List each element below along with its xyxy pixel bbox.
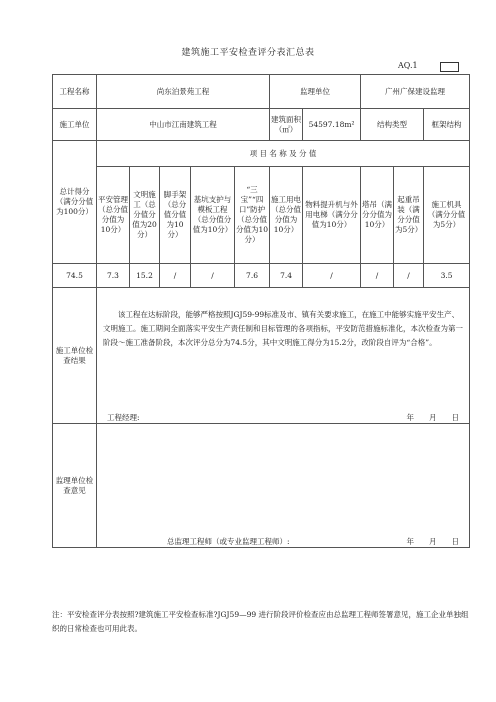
supervision-unit-label: 监理单位	[270, 75, 361, 109]
item-score: 7.4	[270, 264, 303, 288]
item-score: 3.5	[424, 264, 470, 288]
supervision-opinion-cell	[97, 424, 470, 548]
summary-table	[52, 74, 470, 548]
item-label: “三宝”“四口”防护（总分值分值为10分）	[235, 167, 270, 264]
item-score: /	[394, 264, 424, 288]
item-score: /	[361, 264, 394, 288]
item-score: 7.6	[235, 264, 270, 288]
project-name-label: 工程名称	[53, 75, 97, 109]
item-header: 项 目 名 称 及 分 值	[97, 141, 470, 167]
item-label: 脚手架（总分值分值为10分）	[160, 167, 191, 264]
document-title: 建筑施工平安检查评分表汇总表	[181, 48, 315, 58]
item-label: 物料提升机与外用电梯（满分分值为10分）	[303, 167, 361, 264]
construction-check-result-cell	[97, 288, 470, 424]
item-label: 施工用电（总分值分值为10分）	[270, 167, 303, 264]
area-value: 54597.18m²	[303, 109, 361, 141]
supervision-unit: 广州广保建设监理	[361, 75, 470, 109]
form-code: AQ.1	[398, 61, 418, 70]
project-name: 尚东泊景苑工程	[97, 75, 270, 109]
item-score: /	[303, 264, 361, 288]
structure-type: 框架结构	[424, 109, 470, 141]
check-result-text: 该工程在达标阶段，能够严格按照JGJ59-99标准及市、镇有关要求施工，在施工中能够实施平安生产、文明施工。施工期间全面落实平安生产责任制和目标管理的各项指标，平安防范措施标准化，本次检查为第一阶段～施工准备阶段，本次评分总分为74.5分，其中文明施工得分为15.2分，改阶段自评为“合格”。	[103, 310, 463, 347]
item-label: 起重吊装（满分分值为5分）	[394, 167, 424, 264]
construction-check-result-label: 施工单位检查结果	[53, 288, 97, 424]
item-label: 基坑支护与模板工程（总分值分值为10分）	[191, 167, 235, 264]
construction-unit: 中山市江南建筑工程	[97, 109, 270, 141]
item-score: 7.3	[97, 264, 130, 288]
construction-unit-label: 施工单位	[53, 109, 97, 141]
item-label: 塔吊（满分分值为10分）	[361, 167, 394, 264]
area-label: 建筑面积（㎡）	[270, 109, 303, 141]
supervision-opinion-label: 监理单位检查意见	[53, 424, 97, 548]
chief-label: 总监理工程师（或专业监理工程师）:	[167, 537, 290, 546]
item-score: /	[191, 264, 235, 288]
manager-date: 年 月 日	[406, 413, 460, 422]
total-score-label: 总计得分（满分分值为100分）	[53, 141, 97, 264]
footnote: 注：平安检查评分表按照?建筑施工平安检查标准?JGJ59—99 进行阶段评价检查应由总监理工程师签署意见，施工企业单独组织的日常检查也可用此表。	[52, 610, 469, 633]
item-score: 15.2	[130, 264, 160, 288]
item-score: /	[160, 264, 191, 288]
form-code-box	[440, 62, 459, 72]
item-label: 施工机具（满分分值为5分）	[424, 167, 470, 264]
item-label: 平安管理（总分值分值为10分）	[97, 167, 130, 264]
item-label: 文明施工（总分值分值为20分）	[130, 167, 160, 264]
structure-type-label: 结构类型	[361, 109, 424, 141]
manager-label: 工程经理:	[107, 413, 140, 422]
chief-date: 年 月 日	[406, 537, 460, 546]
total-score-value: 74.5	[53, 264, 97, 288]
